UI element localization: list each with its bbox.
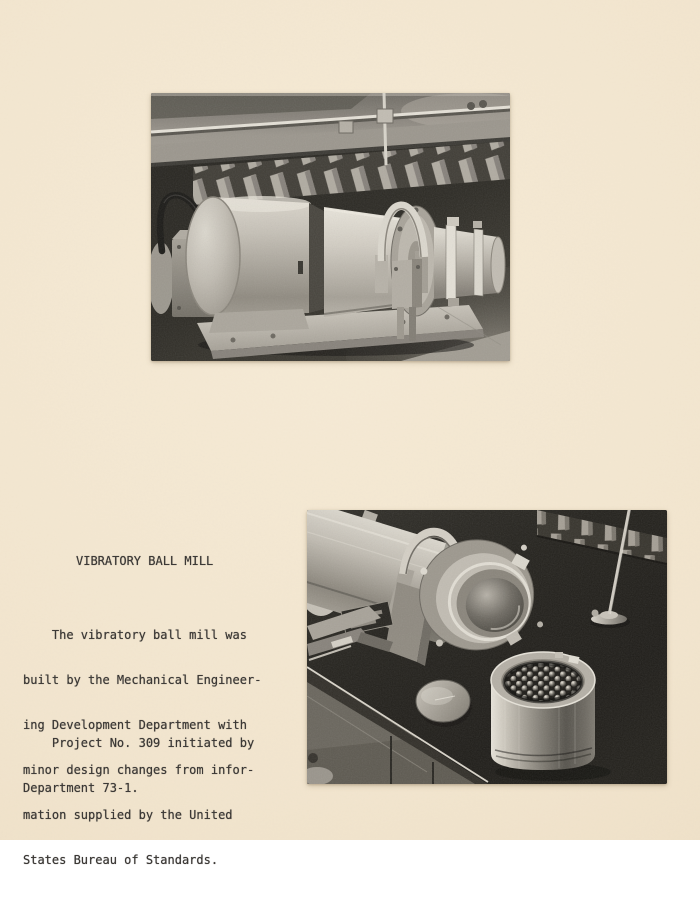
text-line: mation supplied by the United [23,808,233,822]
paragraph-project [23,706,254,826]
text-line: ing Development Department with [23,718,247,732]
photo-ball-mill-overview [151,93,510,361]
ball-mill-overview-illustration [151,93,510,361]
photo-ball-mill-closeup [307,510,667,784]
text-line: minor design changes from infor- [23,763,255,777]
text-line: built by the Mechanical Engineer- [23,673,262,687]
text-line: Project No. 309 initiated by [23,736,255,750]
text-line: States Bureau of Standards. [23,853,219,867]
text-line: Department 73-1. [23,781,139,795]
page-title: VIBRATORY BALL MILL [76,554,214,568]
text-line: The vibratory ball mill was [23,628,247,642]
ball-mill-closeup-illustration [307,510,667,784]
